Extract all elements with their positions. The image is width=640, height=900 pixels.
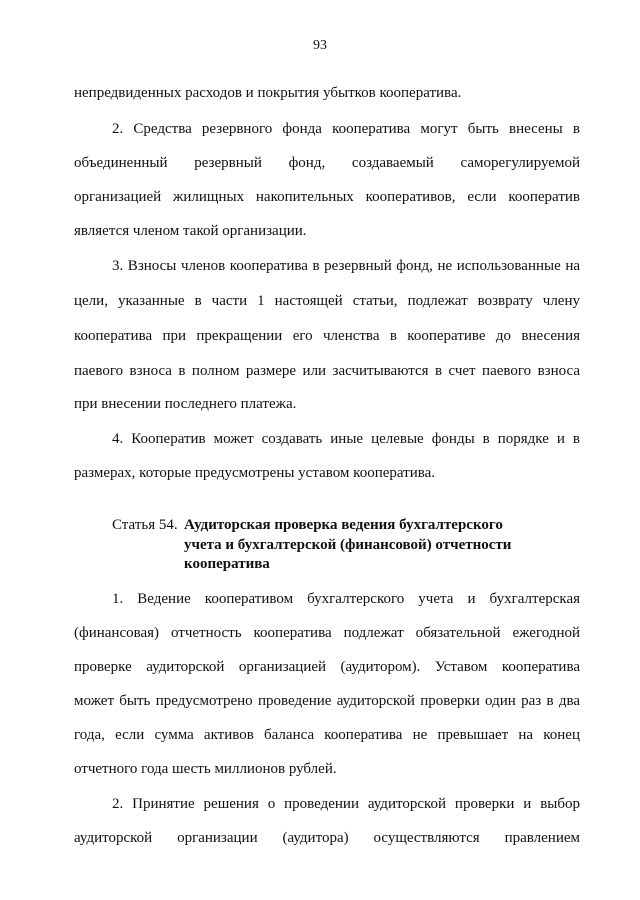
text-line: может быть предусмотрено проведение аудиторской проверки один раз в два [74,693,580,709]
text-line: является членом такой организации. [74,223,307,239]
text-line: 2. Принятие решения о проведении аудиторской проверки и выбор [112,796,580,812]
text-line: 4. Кооператив может создавать иные целевые фонды в порядке и в [112,431,580,447]
text-line: (финансовая) отчетность кооператива подлежат обязательной ежегодной [74,625,580,641]
article-label: Статья 54. [112,517,178,533]
text-line: размерах, которые предусмотрены уставом кооператива. [74,465,436,481]
text-line: организацией жилищных накопительных кооперативов, если кооператив [74,189,580,205]
page-number: 93 [313,38,327,53]
text-line: паевого взноса в полном размере или засчитываются в счет паевого взноса [74,363,580,379]
text-line: цели, указанные в части 1 настоящей статьи, подлежат возврату члену [74,293,580,309]
article-title-line: Аудиторская проверка ведения бухгалтерского [184,517,503,533]
text-line: кооператива при прекращении его членства в кооперативе до внесения [74,328,580,344]
text-line: 1. Ведение кооперативом бухгалтерского учета и бухгалтерская [112,591,580,607]
text-line: отчетного года шесть миллионов рублей. [74,761,337,777]
text-line: 3. Взносы членов кооператива в резервный фонд, не использованные на [112,258,580,274]
text-line: года, если сумма активов баланса кооператива не превышает на конец [74,727,580,743]
article-title-line: кооператива [184,556,270,572]
text-line: аудиторской организации (аудитора) осуществляются правлением [74,830,580,846]
article-title-line: учета и бухгалтерской (финансовой) отчетности [184,537,512,553]
text-line: проверке аудиторской организацией (аудитором). Уставом кооператива [74,659,580,675]
text-line: при внесении последнего платежа. [74,396,297,412]
text-line: непредвиденных расходов и покрытия убытков кооператива. [74,85,462,101]
text-line: 2. Средства резервного фонда кооператива могут быть внесены в [112,121,580,137]
text-line: объединенный резервный фонд, создаваемый саморегулируемой [74,155,580,171]
